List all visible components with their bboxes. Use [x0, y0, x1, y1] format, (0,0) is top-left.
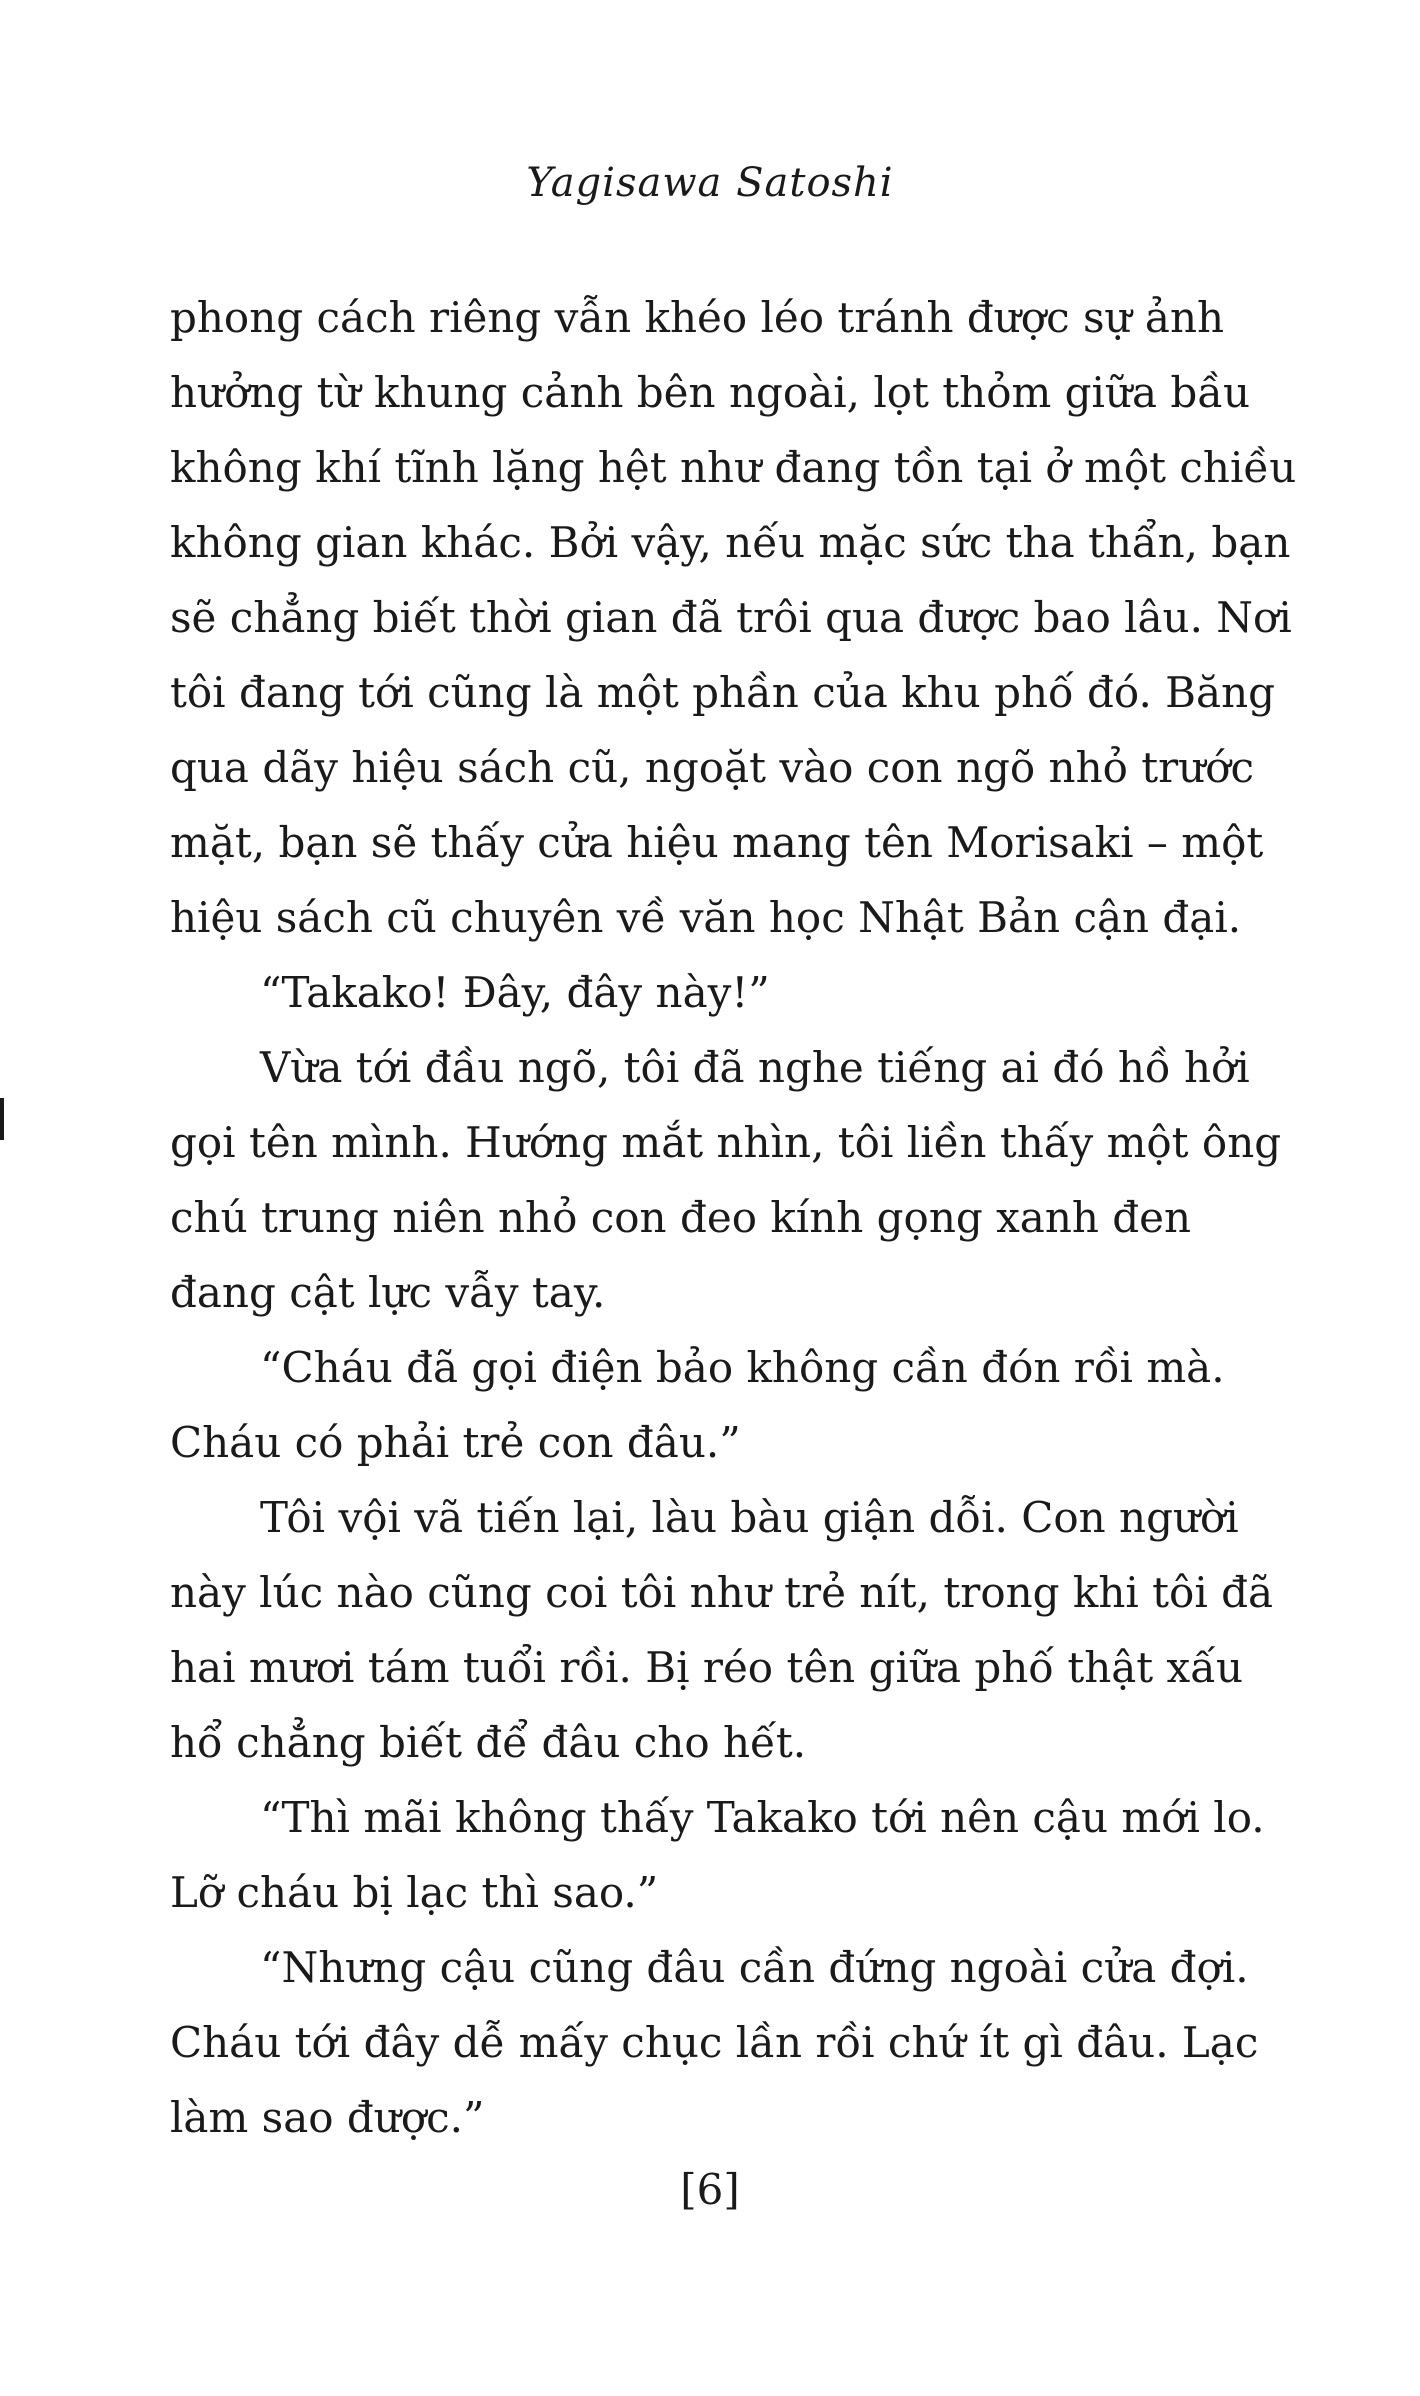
paragraph-narration: Tôi vội vã tiến lại, làu bàu giận dỗi. Con người này lúc nào cũng coi tôi như trẻ nít, trong khi tôi đã hai mươi tám tuổi rồi. Bị réo tên giữa phố thật xấu hổ chẳng biết để đâu cho hết.	[170, 1493, 1274, 1767]
page-number: [6]	[680, 2165, 740, 2214]
paragraph-continued: phong cách riêng vẫn khéo léo tránh được sự ảnh hưởng từ khung cảnh bên ngoài, lọt thỏm giữa bầu không khí tĩnh lặng hệt như đang tồn tại ở một chiều không gian khác. Bởi vậy, nếu mặc sức tha thẩn, bạn sẽ chẳng biết thời gian đã trôi qua được bao lâu. Nơi tôi đang tới cũng là một phần của khu phố đó. Băng qua dãy hiệu sách cũ, ngoặt vào con ngõ nhỏ trước mặt, bạn sẽ thấy cửa hiệu mang tên Morisaki – một hiệu sách cũ chuyên về văn học Nhật Bản cận đại.	[170, 293, 1297, 942]
paragraph-dialogue: “Nhưng cậu cũng đâu cần đứng ngoài cửa đợi. Cháu tới đây dễ mấy chục lần rồi chứ ít gì đâu. Lạc làm sao được.”	[170, 1943, 1259, 2142]
paragraph-dialogue: “Thì mãi không thấy Takako tới nên cậu mới lo. Lỡ cháu bị lạc thì sao.”	[170, 1793, 1265, 1917]
paragraph-narration: Vừa tới đầu ngõ, tôi đã nghe tiếng ai đó hồ hởi gọi tên mình. Hướng mắt nhìn, tôi liền thấy một ông chú trung niên nhỏ con đeo kính gọng xanh đen đang cật lực vẫy tay.	[170, 1043, 1282, 1317]
page-edge-mark	[0, 1098, 4, 1140]
body-text	[170, 280, 1300, 2155]
paragraph-dialogue: “Cháu đã gọi điện bảo không cần đón rồi mà. Cháu có phải trẻ con đâu.”	[170, 1343, 1225, 1467]
paragraph-dialogue: “Takako! Đây, đây này!”	[260, 968, 770, 1017]
running-header-author: Yagisawa Satoshi	[526, 160, 894, 206]
